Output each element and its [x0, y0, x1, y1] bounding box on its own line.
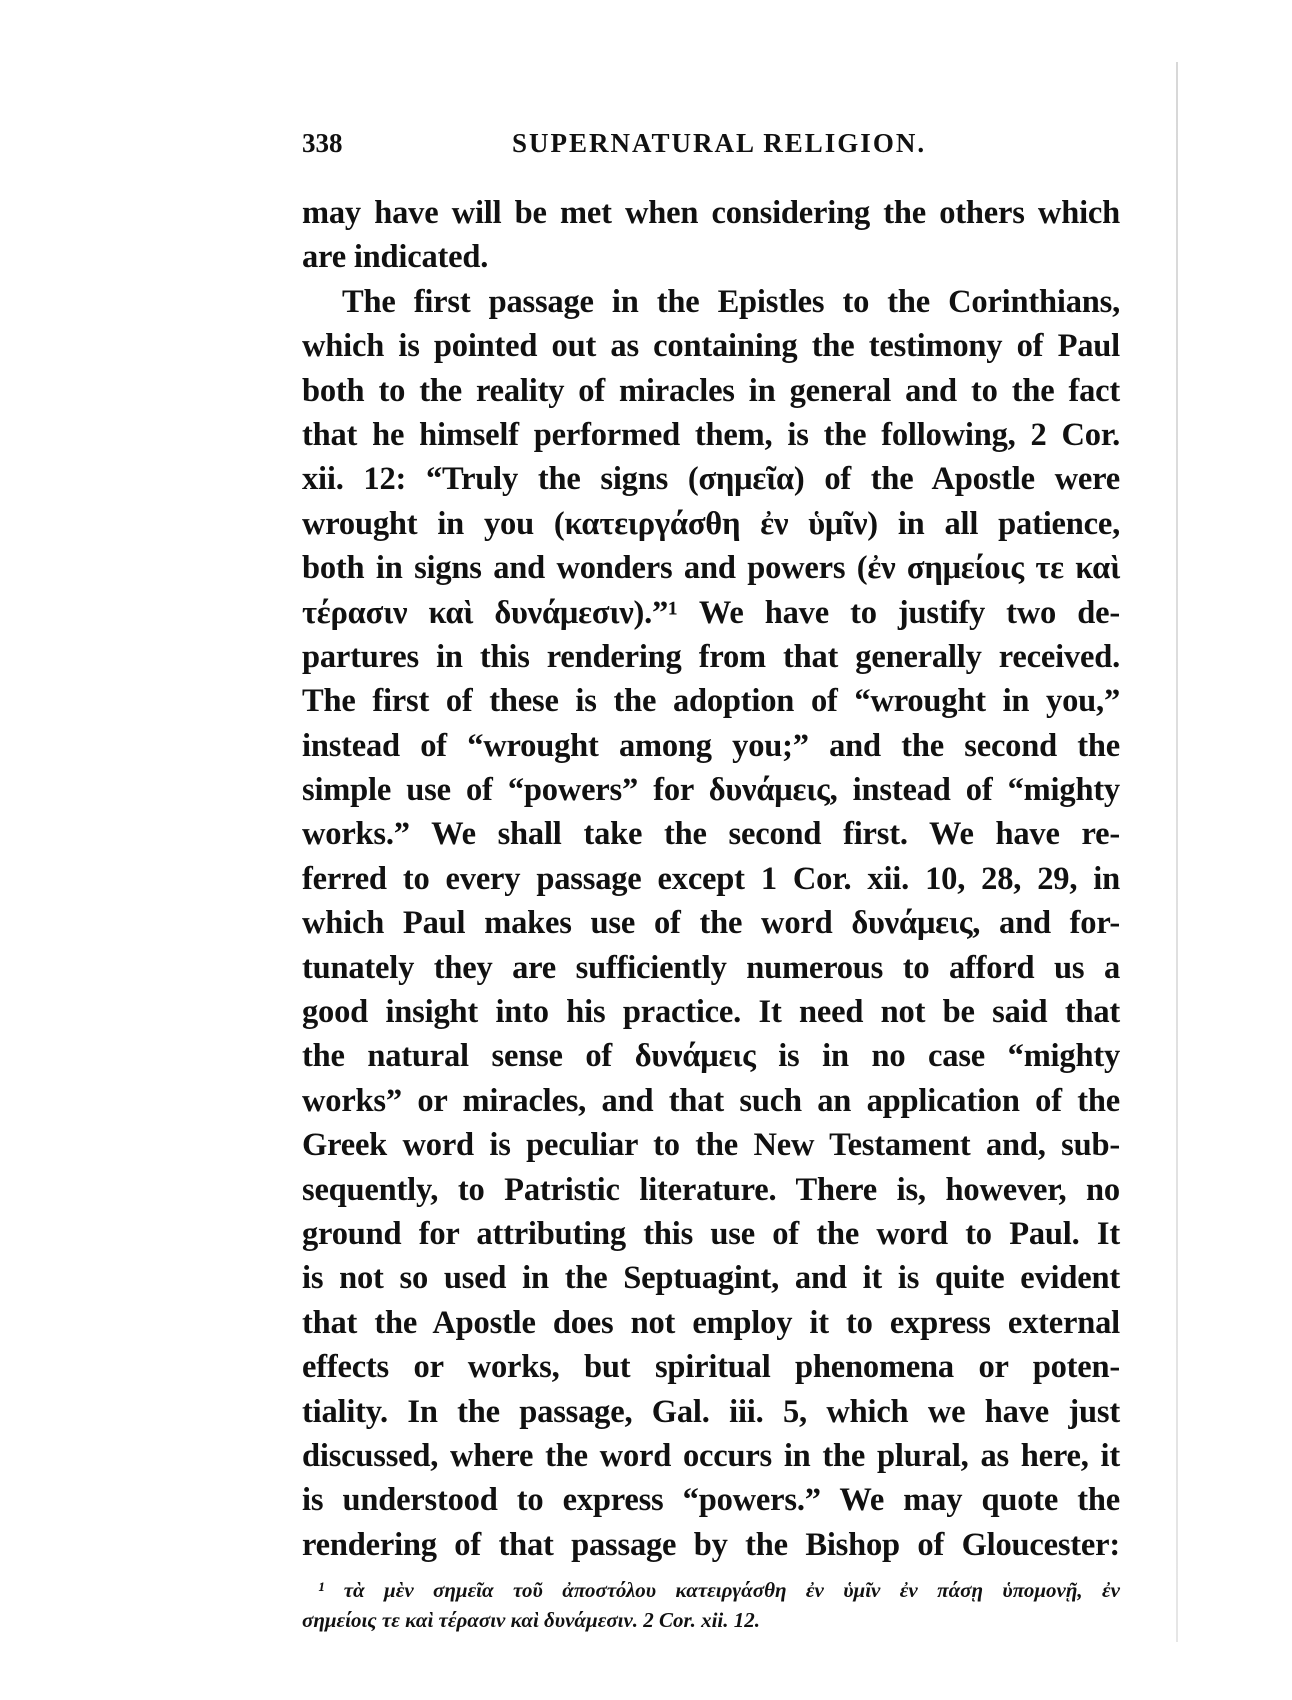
- page-header: [302, 128, 1122, 168]
- text-line: is understood to express “powers.” We may quote the: [302, 1482, 1120, 1519]
- page-number: 338: [302, 128, 343, 158]
- text-line: both to the reality of miracles in general and to the fact: [302, 372, 1120, 409]
- text-line: simple use of “powers” for δυνάμεις, instead of “mighty: [302, 772, 1120, 809]
- text-line: that he himself performed them, is the following, 2 Cor.: [302, 416, 1120, 453]
- text-line: Greek word is peculiar to the New Testament and, sub-: [302, 1127, 1120, 1164]
- text-line: both in signs and wonders and powers (ἐν σημείοις τε καὶ: [302, 550, 1120, 587]
- text-line: the natural sense of δυνάμεις is in no case “mighty: [302, 1038, 1120, 1075]
- text-line: τέρασιν καὶ δυνάμεσιν).”¹ We have to justify two de-: [302, 594, 1120, 631]
- running-title: SUPERNATURAL RELIGION.: [512, 128, 927, 158]
- text-line: wrought in you (κατειργάσθη ἐν ὑμῖν) in all patience,: [302, 505, 1120, 542]
- text-line: xii. 12: “Truly the signs (σημεῖα) of the Apostle were: [302, 461, 1120, 498]
- text-line: sequently, to Patristic literature. There is, however, no: [302, 1171, 1120, 1208]
- text-line: tiality. In the passage, Gal. iii. 5, which we have just: [302, 1393, 1120, 1430]
- text-line: partures in this rendering from that generally received.: [302, 638, 1120, 675]
- footnote-line: σημείοις τε καὶ τέρασιν καὶ δυνάμεσιν. 2 Cor. xii. 12.: [302, 1608, 760, 1632]
- footnote: [302, 1575, 1120, 1635]
- text-line: are indicated.: [302, 239, 489, 276]
- text-line: effects or works, but spiritual phenomena or poten-: [302, 1349, 1120, 1386]
- text-line: is not so used in the Septuagint, and it is quite evident: [302, 1260, 1120, 1297]
- text-line: ground for attributing this use of the word to Paul. It: [302, 1215, 1120, 1252]
- text-line: may have will be met when considering the others which: [302, 195, 1120, 231]
- text-line: ferred to every passage except 1 Cor. xii. 10, 28, 29, in: [302, 860, 1120, 897]
- text-line: rendering of that passage by the Bishop of Gloucester:: [302, 1526, 1120, 1563]
- page-edge-line: [1176, 62, 1178, 1642]
- text-line: works.” We shall take the second first. We have re-: [302, 816, 1120, 853]
- text-line: good insight into his practice. It need not be said that: [302, 994, 1120, 1031]
- body-text: [302, 191, 1120, 1567]
- text-line: instead of “wrought among you;” and the second the: [302, 727, 1120, 764]
- text-line: that the Apostle does not employ it to express external: [302, 1304, 1120, 1341]
- text-line: tunately they are sufficiently numerous to afford us a: [302, 949, 1120, 986]
- text-line: which is pointed out as containing the testimony of Paul: [302, 328, 1120, 365]
- footnote-line: ¹ τὰ μὲν σημεῖα τοῦ ἀποστόλου κατειργάσθη ἐν ὑμῖν ἐν πάσῃ ὑπομονῇ, ἐν: [318, 1578, 1120, 1602]
- text-line: The first passage in the Epistles to the Corinthians,: [342, 283, 1120, 320]
- text-line: which Paul makes use of the word δυνάμεις, and for-: [302, 905, 1120, 942]
- text-line: The first of these is the adoption of “wrought in you,”: [302, 683, 1120, 720]
- text-line: works” or miracles, and that such an application of the: [302, 1082, 1120, 1119]
- text-line: discussed, where the word occurs in the plural, as here, it: [302, 1437, 1120, 1474]
